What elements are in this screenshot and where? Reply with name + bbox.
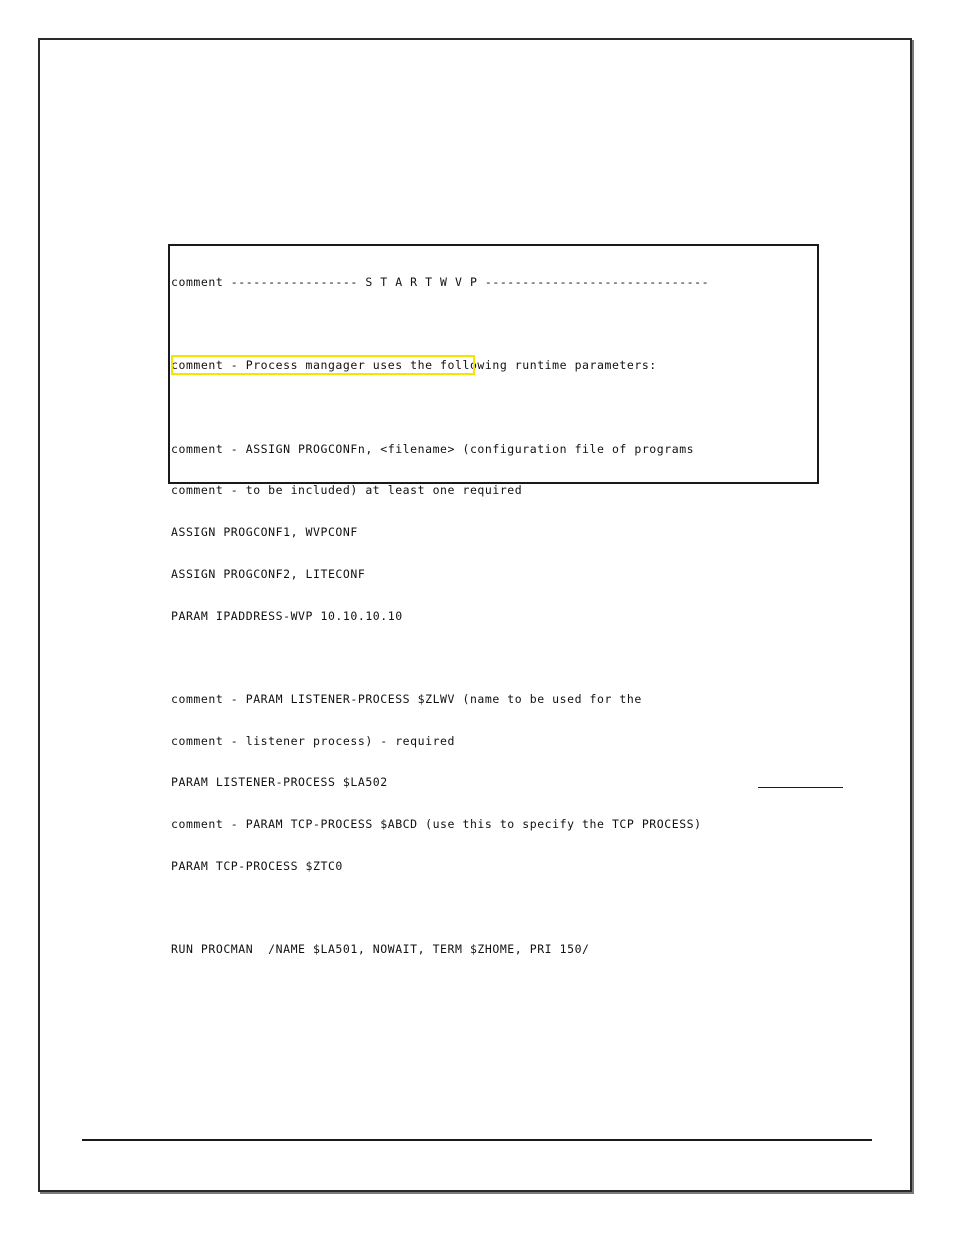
code-line: comment - PARAM LISTENER-PROCESS $ZLWV (name to be used for the [171, 691, 642, 706]
code-line: RUN PROCMAN /NAME $LA501, NOWAIT, TERM $ZHOME, PRI 150/ [171, 942, 590, 956]
code-line-highlighted: PARAM IPADDRESS-WVP 10.10.10.10 [171, 608, 403, 623]
ipaddress-highlight-box [171, 355, 475, 375]
code-listing-box [168, 244, 819, 956]
code-line: ASSIGN PROGCONF2, LITECONF [171, 566, 366, 581]
code-line: PARAM TCP-PROCESS $ZTC0 [171, 858, 343, 873]
code-line: comment - PARAM TCP-PROCESS $ABCD (use this to specify the TCP PROCESS) [171, 816, 702, 831]
code-line [171, 901, 709, 915]
code-line [171, 401, 709, 415]
code-line [171, 318, 709, 332]
footer-divider [82, 1139, 872, 1141]
code-line: ASSIGN PROGCONF1, WVPCONF [171, 525, 358, 540]
code-line: comment - listener process) - required [171, 733, 455, 748]
code-line: comment - Process mangager uses the following runtime parameters: [171, 358, 657, 373]
code-line [171, 651, 709, 665]
code-line: comment ----------------- S T A R T W V P ------------------------------ [171, 275, 710, 289]
code-line: comment - ASSIGN PROGCONFn, <filename> (configuration file of programs [171, 441, 695, 456]
code-line: PARAM LISTENER-PROCESS $LA502 [171, 775, 388, 790]
hyperlink-underline[interactable] [758, 787, 843, 788]
code-line: comment - to be included) at least one required [171, 483, 523, 498]
